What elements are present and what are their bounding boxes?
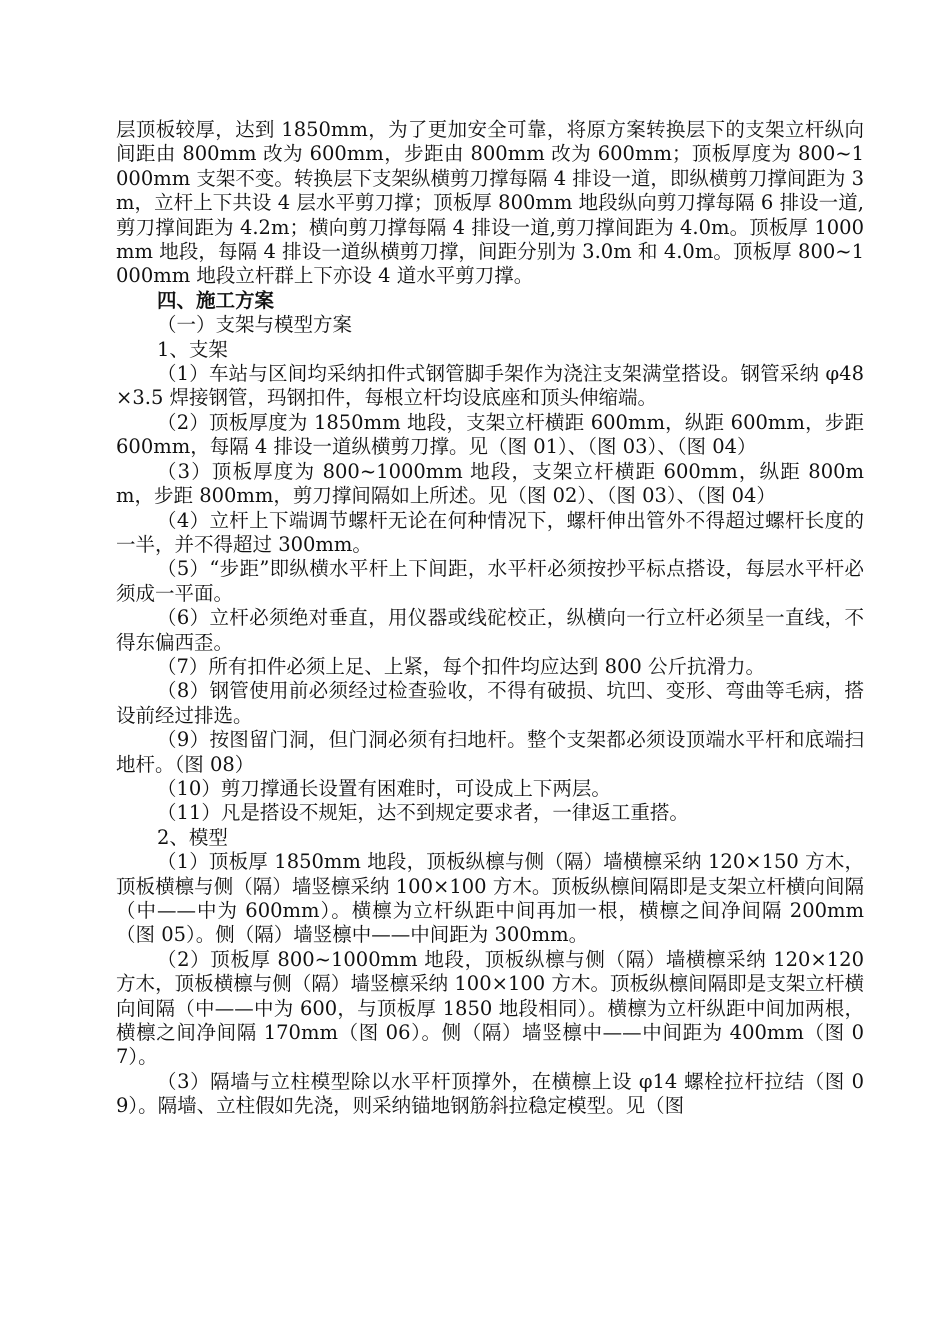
paragraph-support-item-5: （5）“步距”即纵横水平杆上下间距，水平杆必须按抄平标点搭设，每层水平杆必须成一平面。 — [116, 557, 864, 605]
document-page — [116, 118, 864, 1119]
paragraph-support-item-8: （8）钢管使用前必须经过检查验收，不得有破损、坑凹、变形、弯曲等毛病，搭设前经过排选。 — [116, 679, 864, 727]
paragraph-support-item-4: （4）立杆上下端调节螺杆无论在何种情况下，螺杆伸出管外不得超过螺杆长度的一半，并不得超过 300mm。 — [116, 508, 864, 556]
paragraph-support-spacing: 层顶板较厚，达到 1850mm，为了更加安全可靠，将原方案转换层下的支架立杆纵向间距由 800mm 改为 600mm，步距由 800mm 改为 600mm；顶板厚度为 800~1000mm 支架不变。转换层下支架纵横剪刀撑每隔 4 排设一道，即纵横剪刀撑间距为 3m，立杆上下共设 4 层水平剪刀撑；顶板厚 800mm 地段纵向剪刀撑每隔 6 排设一道,剪刀撑间距为 4.2m；横向剪刀撑每隔 4 排设一道,剪刀撑间距为 4.0m。顶板厚 1000mm 地段，每隔 4 排设一道纵横剪刀撑，间距分别为 3.0m 和 4.0m。顶板厚 800~1000mm 地段立杆群上下亦设 4 道水平剪刀撑。 — [116, 118, 864, 288]
paragraph-support-item-3: （3）顶板厚度为 800~1000mm 地段，支架立杆横距 600mm，纵距 800mm，步距 800mm，剪刀撑间隔如上所述。见（图 02）、（图 03）、（图 04） — [116, 459, 864, 508]
paragraph-formwork-item-1: （1）顶板厚 1850mm 地段，顶板纵檩与侧（隔）墙横檩采纳 120×150 方木，顶板横檩与侧（隔）墙竖檩采纳 100×100 方木。顶板纵檩间隔即是支架立杆横向间隔（中——中为 600mm）。横檩为立杆纵距中间再加一根，横檩之间净间隔 200mm（图 05）。侧（隔）墙竖檩中——中间距为 300mm。 — [116, 850, 864, 947]
paragraph-support-item-9: （9）按图留门洞，但门洞必须有扫地杆。整个支架都必须设顶端水平杆和底端扫地杆。（图 08） — [116, 728, 864, 776]
paragraph-support-item-1: （1）车站与区间均采纳扣件式钢管脚手架作为浇注支架满堂搭设。钢管采纳 φ48×3.5 焊接钢管，玛钢扣件，每根立杆均设底座和顶头伸缩端。 — [116, 362, 864, 410]
paragraph-support-item-10: （10）剪刀撑通长设置有困难时，可设成上下两层。 — [157, 776, 611, 800]
subsection-heading-support-formwork: （一）支架与模型方案 — [157, 313, 353, 337]
section-heading-construction-plan: 四、施工方案 — [157, 288, 275, 312]
item-heading-support: 1、支架 — [157, 337, 228, 361]
paragraph-support-item-2: （2）顶板厚度为 1850mm 地段，支架立杆横距 600mm，纵距 600mm，步距 600mm，每隔 4 排设一道纵横剪刀撑。见（图 01）、（图 03）、（图 04） — [116, 410, 864, 459]
paragraph-support-item-6: （6）立杆必须绝对垂直，用仪器或线砣校正，纵横向一行立杆必须呈一直线，不得东偏西歪。 — [116, 606, 864, 654]
paragraph-formwork-item-3: （3）隔墙与立柱模型除以水平杆顶撑外，在横檩上设 φ14 螺栓拉杆拉结（图 09）。隔墙、立柱假如先浇，则采纳锚地钢筋斜拉稳定模型。见（图 — [116, 1069, 864, 1118]
paragraph-formwork-item-2: （2）顶板厚 800~1000mm 地段，顶板纵檩与侧（隔）墙横檩采纳 120×120 方木，顶板横檩与侧（隔）墙竖檩采纳 100×100 方木。顶板纵檩间隔即是支架立杆横向间隔（中——中为 600，与顶板厚 1850 地段相同）。横檩为立杆纵距中间加两根，横檩之间净间隔 170mm（图 06）。侧（隔）墙竖檩中——中间距为 400mm（图 07）。 — [116, 947, 864, 1069]
paragraph-support-item-7: （7）所有扣件必须上足、上紧，每个扣件均应达到 800 公斤抗滑力。 — [157, 654, 766, 678]
item-heading-formwork: 2、模型 — [157, 825, 228, 849]
paragraph-support-item-11: （11）凡是搭设不规矩，达不到规定要求者，一律返工重搭。 — [157, 801, 689, 825]
